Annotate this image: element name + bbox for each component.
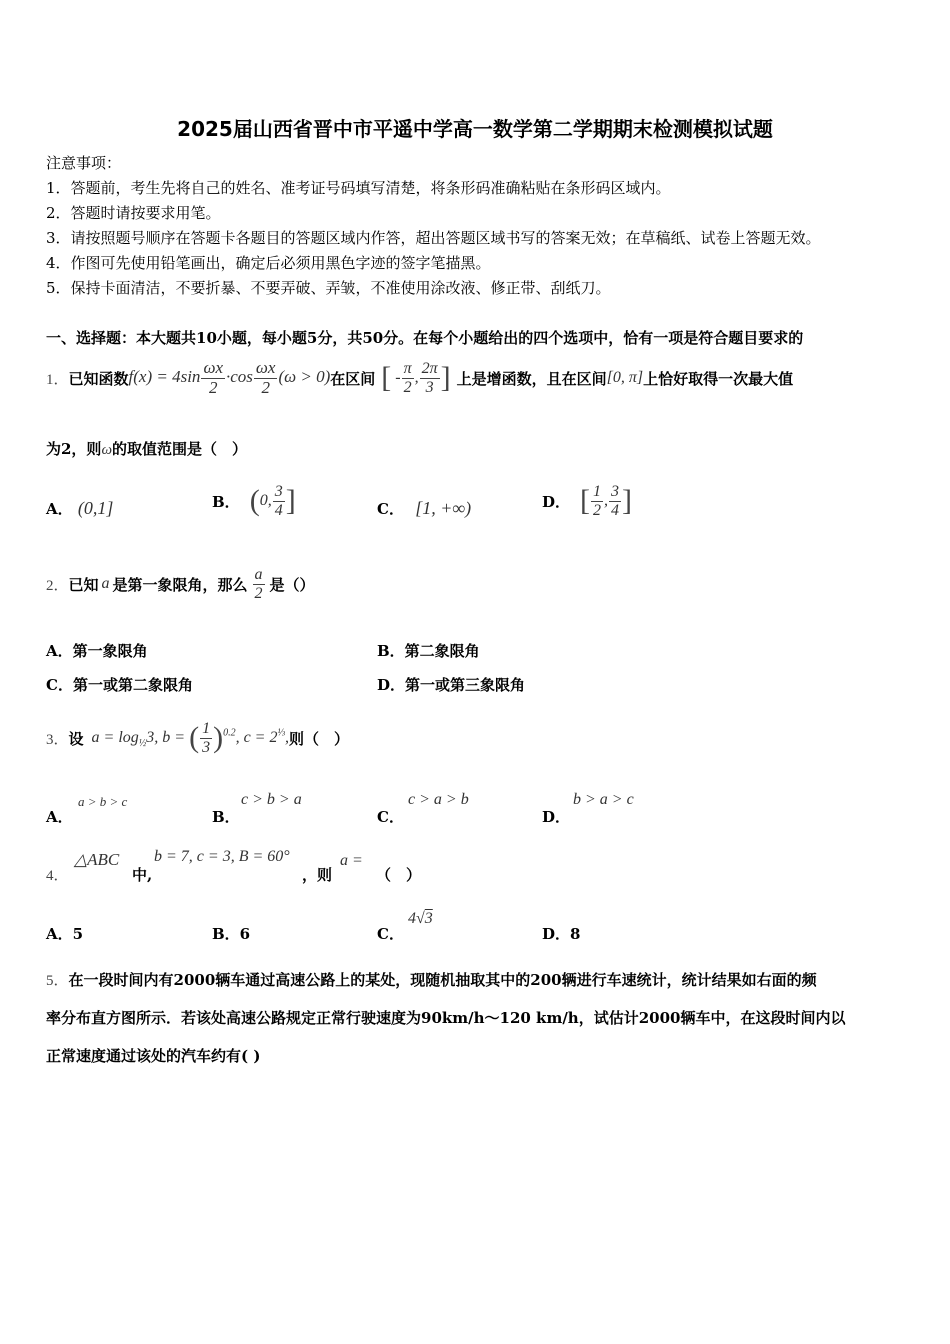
question-text: 则（ ） bbox=[288, 729, 349, 748]
question-text: 为2，则 bbox=[46, 440, 102, 458]
option-d[interactable] bbox=[542, 476, 632, 526]
formula-option: (0,1] bbox=[77, 498, 114, 518]
option-a[interactable]: A．5 bbox=[46, 925, 84, 943]
option-b[interactable] bbox=[212, 476, 296, 526]
question-text: 上恰好取得一次最大值 bbox=[643, 369, 794, 388]
option-label: B． bbox=[212, 808, 240, 826]
option-label: B． bbox=[212, 492, 240, 511]
option-a[interactable] bbox=[46, 806, 73, 827]
formula-option: [1, +∞) bbox=[415, 498, 472, 518]
question-text: 已知函数 bbox=[68, 369, 129, 388]
page-title: 2025届山西省晋中市平遥中学高一数学第二学期期末检测模拟试题 bbox=[177, 117, 773, 141]
question-text: 在区间 bbox=[330, 369, 376, 388]
formula-triangle: △ABC bbox=[74, 850, 120, 869]
question-number: 3． bbox=[46, 731, 69, 748]
question-text: （ ） bbox=[376, 866, 422, 884]
formula-alpha: a bbox=[101, 575, 110, 592]
option-label: D． bbox=[542, 808, 571, 826]
option-c[interactable] bbox=[377, 498, 471, 519]
question-2 bbox=[46, 556, 315, 612]
question-1-line2 bbox=[46, 438, 247, 459]
formula-conditions: b = 7, c = 3, B = 60° bbox=[154, 848, 290, 865]
question-number: 1． bbox=[46, 371, 69, 388]
option-c[interactable] bbox=[377, 806, 404, 827]
question-text: 的取值范围是（ ） bbox=[112, 440, 248, 458]
notice-item: 4．作图可先使用铅笔画出，确定后必须用黑色字迹的签字笔描黑。 bbox=[46, 254, 491, 272]
formula-interval-1: [ - $\frac{\pi}{2}$ , $\frac{2\pi}{3}$ ] bbox=[381, 359, 451, 396]
question-5 bbox=[46, 969, 817, 990]
option-b[interactable]: B．6 bbox=[212, 925, 251, 943]
option-d[interactable] bbox=[542, 806, 570, 827]
formula-a: a = bbox=[340, 852, 363, 869]
formula-option: c > a > b bbox=[408, 791, 469, 808]
notice-item: 1．答题前，考生先将自己的姓名、准考证号码填写清楚，将条形码准确粘贴在条形码区域内。 bbox=[46, 179, 671, 197]
question-text: 正常速度通过该处的汽车约有( ) bbox=[46, 1047, 261, 1065]
notice-item: 3．请按照题号顺序在答题卡各题目的答题区域内作答，超出答题区域书写的答案无效；在草稿纸、试卷上答题无效。 bbox=[46, 229, 821, 247]
notice-item: 5．保持卡面清洁，不要折暴、不要弄破、弄皱，不准使用涂改液、修正带、刮纸刀。 bbox=[46, 279, 611, 297]
question-text: 率分布直方图所示．若该处高速公路规定正常行驶速度为90km/h～120 km/h，试估计2000辆车中，在这段时间内以 bbox=[46, 1009, 846, 1027]
question-text: 中, bbox=[132, 866, 153, 884]
formula-half: $\frac{a}{2}$ bbox=[254, 565, 263, 602]
option-label: C． bbox=[377, 925, 404, 943]
formula-function: f(x) = 4sin $\frac{\omega x}{2}$ ·cos $\frac{\omega x}{2}$ (ω > 0) bbox=[128, 357, 331, 397]
formula-option: (0, $\frac{3}{4}$ ] bbox=[249, 482, 296, 519]
formula-interval-2: [0, π] bbox=[606, 369, 644, 386]
option-label: A． bbox=[46, 808, 73, 826]
option-c[interactable] bbox=[377, 923, 404, 944]
question-text: ，则 bbox=[302, 866, 333, 884]
option-label: C． bbox=[377, 500, 404, 518]
option-b[interactable] bbox=[212, 806, 240, 827]
notice-heading: 注意事项： bbox=[46, 154, 122, 172]
question-text: 设 bbox=[68, 729, 84, 748]
option-a[interactable]: A．第一象限角 bbox=[46, 642, 148, 660]
option-c[interactable]: C．第一或第二象限角 bbox=[46, 676, 193, 694]
question-number: 2． bbox=[46, 577, 69, 594]
question-text: 是（） bbox=[269, 575, 315, 594]
option-label: A． bbox=[46, 500, 73, 518]
option-label: C． bbox=[377, 808, 404, 826]
question-number: 5． bbox=[46, 973, 69, 989]
notice-item: 2．答题时请按要求用笔。 bbox=[46, 204, 221, 222]
formula-omega: ω bbox=[101, 442, 113, 458]
option-a[interactable] bbox=[46, 498, 113, 519]
formula-option: [ $\frac{1}{2}$ , $\frac{3}{4}$ ] bbox=[580, 482, 633, 519]
formula-option: 4√3 bbox=[408, 910, 433, 927]
formula-option: b > a > c bbox=[573, 791, 634, 808]
formula-option: c > b > a bbox=[241, 791, 302, 808]
formula-option: a > b > c bbox=[78, 794, 128, 809]
question-text: 在一段时间内有2000辆车通过高速公路上的某处，现随机抽取其中的200辆进行车速统计，统计结果如右面的频 bbox=[68, 971, 817, 989]
question-number: 4． bbox=[46, 868, 69, 884]
option-d[interactable]: D．第一或第三象限角 bbox=[377, 676, 526, 694]
question-1 bbox=[46, 348, 793, 408]
question-text: 是第一象限角，那么 bbox=[112, 575, 248, 594]
option-b[interactable]: B．第二象限角 bbox=[377, 642, 480, 660]
question-text: 上是增函数，且在区间 bbox=[456, 369, 607, 388]
section-heading: 一、选择题：本大题共10小题，每小题5分，共50分。在每个小题给出的四个选项中，恰有一项是符合题目要求的 bbox=[46, 329, 804, 347]
question-text: 已知 bbox=[68, 575, 99, 594]
option-label: D． bbox=[542, 492, 571, 511]
option-d[interactable]: D．8 bbox=[542, 925, 581, 943]
formula-abc: $a = \log_{\frac{1}{2}}3$, b = ( $\frac{1}{3}$ )$^{0.2}$, $c = 2^{\frac{1}{3}}$, bbox=[91, 719, 289, 756]
question-3 bbox=[46, 708, 349, 768]
